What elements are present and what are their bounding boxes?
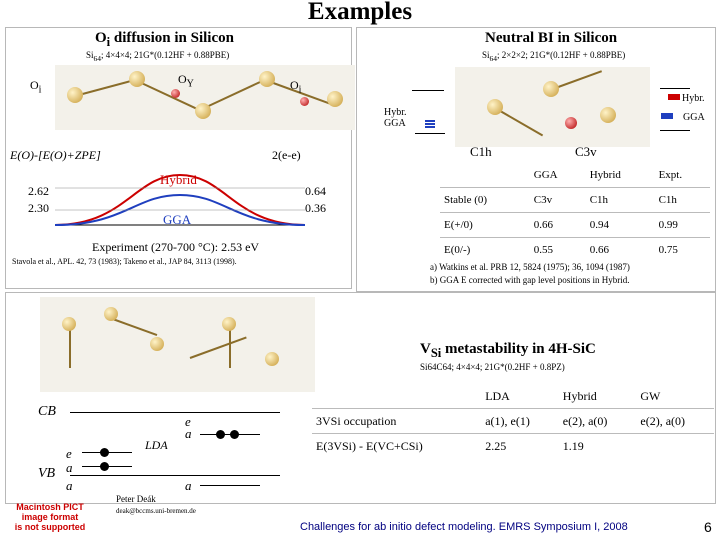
si-atom [265,352,279,366]
table-row: E(0/-) 0.55 0.66 0.75 [444,244,678,256]
hybrid-a-level [200,485,260,486]
level-e-left: e [66,446,72,461]
oi-diffusion-title: $O_i$ diffusion in Silicon [95,30,234,49]
electron-dot [230,430,239,439]
bond [190,337,247,359]
si-atom [150,337,164,351]
level-e-right: e [185,414,191,429]
gga-level-marker [425,120,435,129]
oxygen-atom [300,97,309,106]
oi-left-label: $O_i$ [30,78,42,96]
footer-text: Challenges for ab initio defect modeling. EMRS Symposium I, 2008 [300,521,628,533]
oi-right-label: $O_i$ [290,78,302,96]
energy-label: E(O)-[E(O)+ZPE] [10,148,101,162]
si-atom [487,99,503,115]
oi-reference: Stavola et al., APL. 42, 73 (1983); Takeno et al., JAP 84, 3113 (1998). [12,257,237,266]
level-line [660,88,690,89]
left-hybr-label: Hybr. [384,107,407,118]
si-atom [222,317,236,331]
hybr-marker [668,94,680,100]
table-row: Stable (0) C3v C1h C1h [440,188,710,213]
cb-label: CB [38,404,56,419]
si-atom [259,71,275,87]
left-value-1: 2.62 [28,184,49,198]
left-value-2: 2.30 [28,201,49,215]
si-atom [129,71,145,87]
oy-label: $O_Y$ [178,72,194,90]
level-line [660,130,690,131]
page-number: 6 [704,519,712,535]
level-a-left: a [66,460,73,475]
vsi-table [312,384,714,458]
level-line [412,90,444,91]
neutral-bi-title: Neutral BI in Silicon [485,30,618,46]
table-row: GGA Hybrid Expt. [440,163,710,188]
left-gga-label: GGA [384,118,406,129]
bi-note-b: b) GGA E corrected with gap level positions in Hybrid. [430,275,630,285]
sym-c1h: C1h [470,144,492,159]
table-row: LDA Hybrid GW [312,384,714,409]
boron-atom [565,117,577,129]
right-value-2: 0.36 [305,201,326,215]
electron-dot [100,462,109,471]
vb-label: VB [38,466,56,481]
gga-marker [661,113,673,119]
level-a-right: a [185,426,192,441]
level-a-bottom: a [66,478,73,493]
experiment-value: Experiment (270-700 °C): 2.53 eV [92,240,260,254]
vsi-title: $V_{Si}$ metastability in 4H-SiC [420,341,596,360]
lda-label: LDA [145,438,168,452]
sym-c3v: C3v [575,144,597,159]
electron-dot [216,430,225,439]
level-a-hybrid: a [185,478,192,493]
right-value-1: 0.64 [305,184,326,198]
si-atom [543,81,559,97]
bond [75,80,133,97]
right-hybr-label: Hybr. [682,93,705,104]
vb-line [70,475,280,476]
si-atom [104,307,118,321]
bi-structure-image [455,67,650,147]
oi-structure-image [55,65,355,130]
table-row: 3VSi occupation a(1), e(1) e(2), a(0) e(2), a(0) [312,409,714,434]
bi-note-a: a) Watkins et al. PRB 12, 5824 (1975); 36, 1094 (1987) [430,262,630,272]
bond [69,328,71,368]
si-atom [62,317,76,331]
bond [229,328,231,368]
bond [495,107,544,136]
page-title: Examples [307,0,413,25]
pict-notice: Macintosh PICT image format is not supported [14,502,86,532]
table-row: E(3VSi) - E(VC+CSi) 2.25 1.19 [316,438,584,453]
gap-label: 2(e-e) [272,148,301,162]
oi-cell-info: $Si_{64}$; 4×4×4; 21G*(0.12HF + 0.88PBE) [86,50,230,63]
electron-dot [100,448,109,457]
author-name: Peter Deák [116,494,156,504]
oxygen-atom [171,89,180,98]
vsi-structure-image [40,297,315,392]
author-email: deak@bccms.uni-bremen.de [116,507,196,515]
si-atom [600,107,616,123]
right-gga-label: GGA [683,112,705,123]
gga-curve-label: GGA [163,212,192,227]
level-line [415,133,445,134]
cb-line [70,412,280,413]
si-atom [327,91,343,107]
bi-table [440,163,710,262]
si-atom [195,103,211,119]
hybrid-curve-label: Hybrid [160,172,197,187]
vsi-cell-info: Si64C64; 4×4×4; 21G*(0.2HF + 0.8PZ) [420,362,565,372]
table-row: E(+/0) 0.66 0.94 0.99 [440,213,710,238]
bond [110,317,158,336]
bi-cell-info: $Si_{64}$; 2×2×2; 21G*(0.12HF + 0.88PBE) [482,50,626,63]
si-atom [67,87,83,103]
